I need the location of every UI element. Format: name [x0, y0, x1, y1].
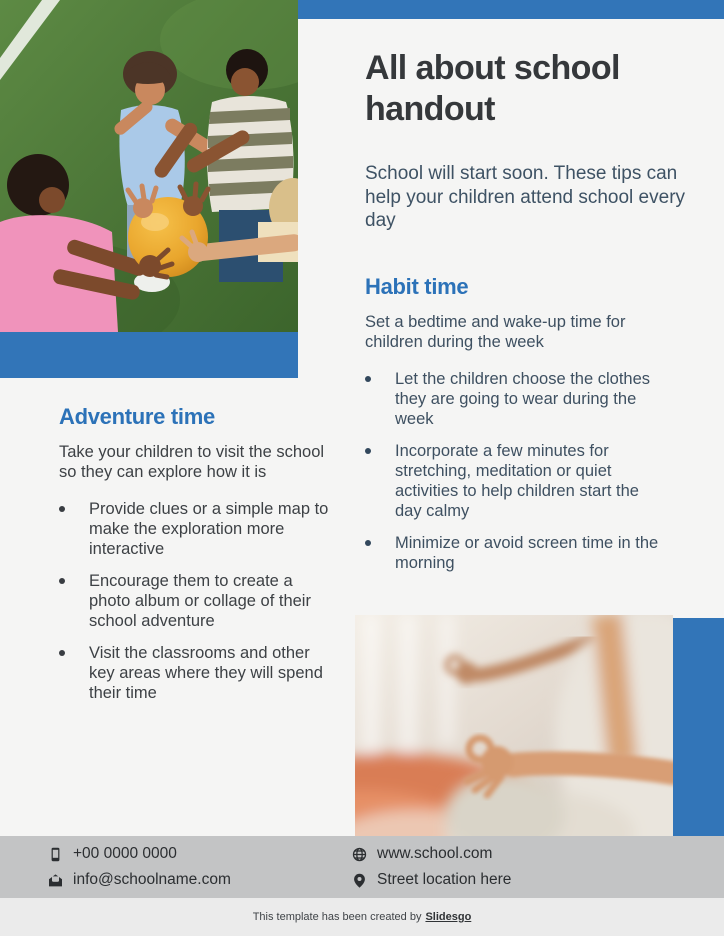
list-item: Incorporate a few minutes for stretching, meditation or quiet activities to help children start the day calmy: [365, 441, 660, 521]
adventure-heading: Adventure time: [59, 404, 215, 429]
bullet-dot: [365, 448, 371, 454]
meditation-photo: [355, 615, 673, 836]
photo-accent-band: [0, 332, 298, 378]
list-item: Visit the classrooms and other key areas where they will spend their time: [59, 643, 333, 703]
email-row: [48, 871, 338, 889]
habit-bullet-list: [365, 369, 660, 573]
bullet-dot: [59, 578, 65, 584]
intro-text: School will start soon. These tips can help your children attend school every day: [365, 163, 686, 231]
list-item: Let the children choose the clothes they are going to wear during the week: [365, 369, 660, 429]
phone-number: +00 0000 0000: [73, 845, 177, 862]
smartphone-icon: [48, 847, 63, 862]
habit-heading: Habit time: [365, 274, 469, 299]
adventure-bullet-list: [59, 499, 333, 703]
street-address: Street location here: [377, 871, 512, 888]
location-pin-icon: [352, 873, 367, 888]
side-accent-bar: [673, 618, 724, 836]
globe-icon: [352, 847, 367, 862]
adventure-body: Take your children to visit the school so they can explore how it is: [59, 443, 325, 481]
contact-col-left: [48, 845, 338, 889]
credit-text: This template has been created by: [252, 911, 422, 923]
bullet-dot: [59, 506, 65, 512]
top-accent-bar: [297, 0, 724, 19]
bullet-dot: [365, 376, 371, 382]
slidesgo-link[interactable]: Slidesgo: [425, 911, 472, 923]
website-url: www.school.com: [377, 845, 493, 862]
section-adventure-time: [59, 404, 333, 715]
contact-col-right: [352, 845, 511, 889]
phone-row: [48, 845, 338, 863]
website-row: [352, 845, 511, 863]
habit-body: Set a bedtime and wake-up time for children during the week: [365, 313, 626, 351]
children-playing-photo: [0, 0, 298, 332]
contact-bar: [0, 836, 724, 898]
page-title: All about school handout: [365, 49, 620, 128]
list-item: Encourage them to create a photo album or collage of their school adventure: [59, 571, 333, 631]
bullet-dot: [59, 650, 65, 656]
list-item: Minimize or avoid screen time in the morning: [365, 533, 660, 573]
address-row: [352, 871, 511, 889]
section-habit-time: [365, 274, 660, 585]
list-item: Provide clues or a simple map to make the exploration more interactive: [59, 499, 333, 559]
bullet-dot: [365, 540, 371, 546]
envelope-icon: [48, 873, 63, 888]
email-address: info@schoolname.com: [73, 871, 231, 888]
credit-strip: [0, 898, 724, 936]
